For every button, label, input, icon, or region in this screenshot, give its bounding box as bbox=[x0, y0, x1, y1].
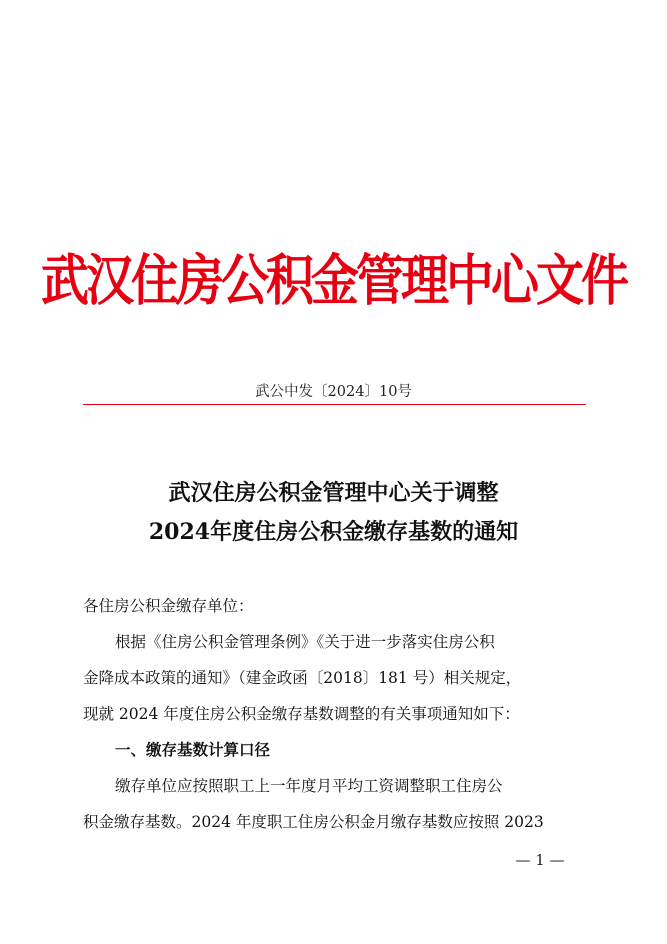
paragraph-2-line-1: 缴存单位应按照职工上一年度月平均工资调整职工住房公 bbox=[115, 777, 503, 795]
paragraph-2-line-2: 积金缴存基数。2024 年度职工住房公积金月缴存基数应按照 2023 bbox=[83, 813, 544, 831]
page-number: — 1 — bbox=[515, 851, 565, 869]
paragraph-1-line-1: 根据《住房公积金管理条例》《关于进一步落实住房公积 bbox=[115, 633, 495, 651]
paragraph-1-line-2: 金降成本政策的通知》（建金政函〔2018〕181 号）相关规定， bbox=[83, 669, 522, 687]
section-1-heading: 一、缴存基数计算口径 bbox=[115, 741, 271, 759]
header-divider-line bbox=[83, 404, 586, 405]
notice-title-line-2: 2024年度住房公积金缴存基数的通知 bbox=[148, 519, 519, 545]
notice-title-line-1: 武汉住房公积金管理中心关于调整 bbox=[168, 480, 499, 506]
salutation: 各住房公积金缴存单位： bbox=[83, 597, 254, 615]
document-header-title: 武汉住房公积金管理中心文件 bbox=[40, 248, 626, 314]
document-number: 武公中发〔2024〕10号 bbox=[255, 384, 412, 400]
paragraph-1-line-3: 现就 2024 年度住房公积金缴存基数调整的有关事项通知如下： bbox=[83, 705, 520, 723]
